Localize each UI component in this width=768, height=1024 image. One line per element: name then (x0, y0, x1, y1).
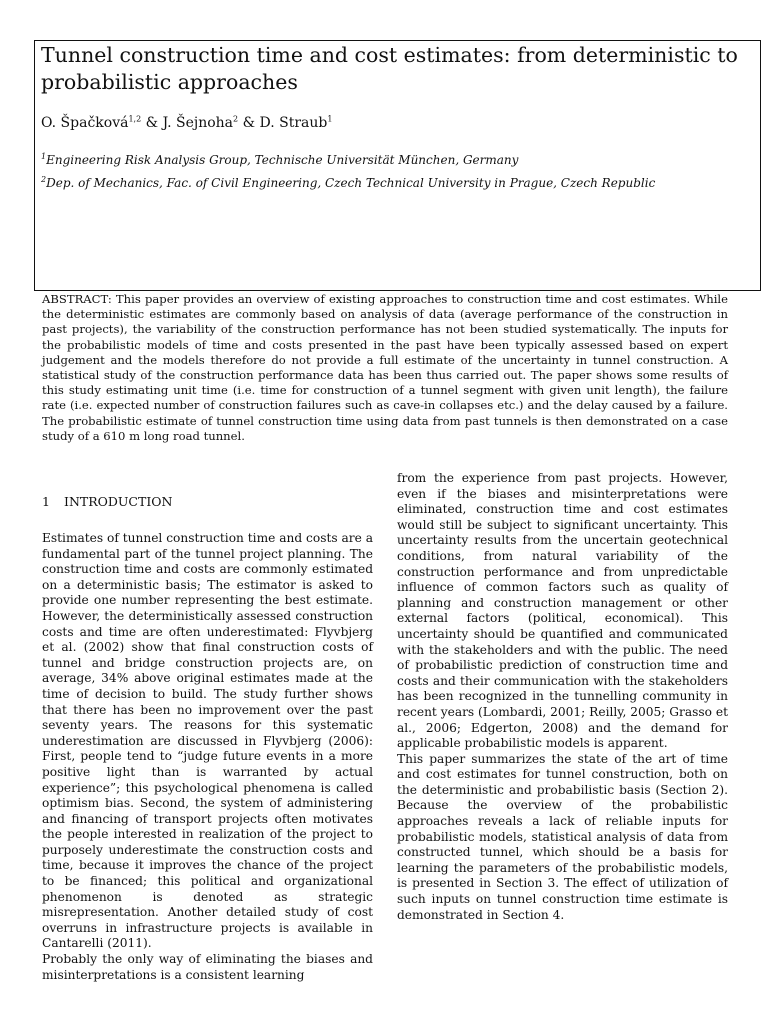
affiliation (41, 175, 655, 191)
paragraph: Probably the only way of eliminating the biases and misinterpretations is a consistent learning (42, 952, 373, 982)
affiliation-mark: 2 (41, 175, 47, 184)
author-name: J. Šejnoha (162, 115, 234, 131)
author-name: O. Špačková (41, 115, 129, 131)
paragraph: Estimates of tunnel construction time and costs are a fundamental part of the tunnel project planning. The construction time and costs are commonly estimated on a deterministic basis; The estimator is asked to provide one number representing the best estimate. However, the deterministically assessed construction costs and time are often underestimated: Flyvbjerg et al. (2002) show that final construction costs of tunnel and bridge construction projects are, on average, 34% above original estimates made at the time of decision to build. The study further shows that there has been no improvement over the past seventy years. The reasons for this systematic underestimation are discussed in Flyvbjerg (2006): First, people tend to “judge future events in a more positive light than is warranted by actual experience”; this psychological phenomena is called optimism bias. Second, the system of administering and financing of transport projects often motivates the people interested in realization of the project to purposely underestimate the construction costs and time, because it improves the chance of the project to be financed; this political and organizational phenomenon is denoted as strategic misrepresentation. Another detailed study of cost overruns in infrastructure projects is available in Cantarelli (2011). (42, 531, 373, 951)
author-affiliation-mark: 2 (233, 114, 239, 124)
right-column (397, 471, 728, 923)
affiliation (41, 152, 518, 168)
left-column (42, 531, 373, 983)
author-affiliation-mark: 1,2 (128, 114, 142, 124)
author-name: D. Straub (259, 115, 328, 131)
affiliation-text: Engineering Risk Analysis Group, Technische Universität München, Germany (46, 153, 519, 167)
paragraph: This paper summarizes the state of the art of time and cost estimates for tunnel construction, both on the deterministic and probabilistic basis (Section 2). Because the overview of the probabilistic approaches reveals a lack of reliable inputs for probabilistic models, statistical analysis of data from constructed tunnel, which should be a basis for learning the parameters of the probabilistic models, is presented in Section 3. The effect of utilization of such inputs on tunnel construction time estimate is demonstrated in Section 4. (397, 751, 728, 922)
author-separator: & (238, 115, 260, 131)
author-separator: & (141, 115, 163, 131)
paragraph: from the experience from past projects. However, even if the biases and misinterpretations were eliminated, construction time and cost estimates would still be subject to significant uncertainty. This uncertainty results from the uncertain geotechnical conditions, from natural variability of the construction performance and from unpredictable influence of common factors such as quality of planning and construction management or other external factors (political, economical). This uncertainty should be quantified and communicated with the stakeholders and with the public. The need of probabilistic prediction of construction time and costs and their communication with the stakeholders has been recognized in the tunnelling community in recent years (Lombardi, 2001; Reilly, 2005; Grasso et al., 2006; Edgerton, 2008) and the demand for applicable probabilistic models is apparent. (397, 471, 728, 751)
abstract: ABSTRACT: This paper provides an overview of existing approaches to construction time and cost estimates. While the deterministic estimates are commonly based on analysis of data (average performance of the construction in past projects), the variability of the construction performance has not been studied systematically. The inputs for the probabilistic models of time and costs presented in the past have been typically assessed based on expert judgement and the models therefore do not provide a full estimate of the uncertainty in tunnel construction. A statistical study of the construction performance data has been thus carried out. The paper shows some results of this study estimating unit time (i.e. time for construction of a tunnel segment with given unit length), the failure rate (i.e. expected number of construction failures such as cave-in collapses etc.) and the delay caused by a failure. The probabilistic estimate of tunnel construction time using data from past tunnels is then demonstrated on a case study of a 610 m long road tunnel. (42, 292, 728, 443)
author-affiliation-mark: 1 (327, 114, 333, 124)
author-list (41, 114, 332, 132)
section-number: 1 (42, 494, 50, 509)
affiliation-text: Dep. of Mechanics, Fac. of Civil Engineering, Czech Technical University in Prague, Czech Republic (46, 176, 656, 190)
section-heading (42, 494, 172, 510)
paper-title: Tunnel construction time and cost estimates: from deterministic to probabilistic approaches (41, 43, 738, 94)
affiliation-mark: 1 (41, 152, 47, 161)
section-title: INTRODUCTION (64, 494, 173, 509)
